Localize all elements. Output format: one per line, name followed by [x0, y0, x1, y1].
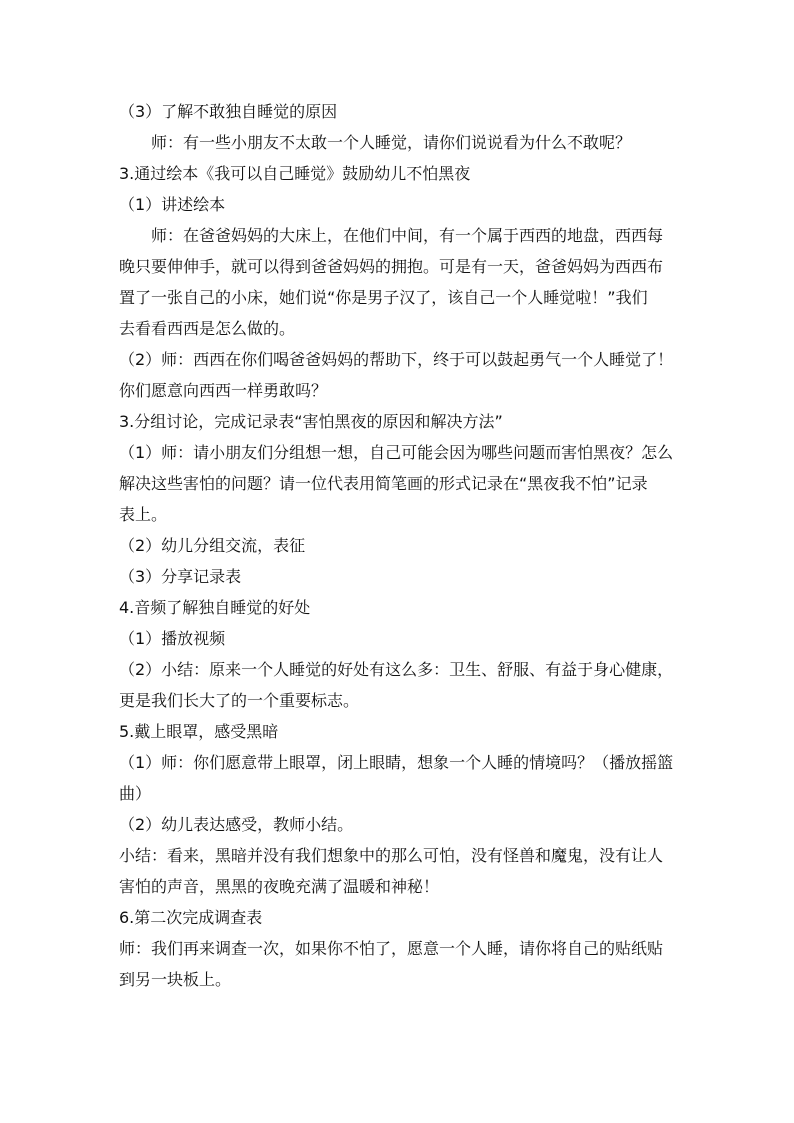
text-line: 你们愿意向西西一样勇敢吗？: [119, 381, 328, 400]
text-line: 置了一张自己的小床，她们说“你是男子汉了，该自己一个人睡觉啦！”我们: [119, 288, 648, 307]
text-line: 3.分组讨论，完成记录表“害怕黑夜的原因和解决方法”: [119, 412, 503, 431]
text-line: 更是我们长大了的一个重要标志。: [119, 691, 360, 710]
text-line: 解决这些害怕的问题？请一位代表用简笔画的形式记录在“黑夜我不怕”记录: [119, 474, 648, 493]
text-line: 师：有一些小朋友不太敢一个人睡觉，请你们说说看为什么不敢呢？: [151, 133, 632, 152]
text-line: 3.通过绘本《我可以自己睡觉》鼓励幼儿不怕黑夜: [119, 164, 471, 183]
text-line: （2）幼儿表达感受，教师小结。: [119, 815, 354, 834]
text-line: 到另一块板上。: [119, 970, 232, 989]
text-line: （1）讲述绘本: [119, 195, 226, 214]
text-line: （3）分享记录表: [119, 567, 242, 586]
text-line: （3）了解不敢独自睡觉的原因: [119, 102, 338, 121]
text-line: 曲）: [119, 784, 152, 803]
text-line: 师：我们再来调查一次，如果你不怕了，愿意一个人睡，请你将自己的贴纸贴: [119, 939, 664, 958]
text-line: 表上。: [119, 505, 168, 524]
text-line: （2）小结：原来一个人睡觉的好处有这么多：卫生、舒服、有益于身心健康，: [119, 660, 674, 679]
text-line: （2）幼儿分组交流，表征: [119, 536, 306, 555]
text-line: 害怕的声音，黑黑的夜晚充满了温暖和神秘！: [119, 877, 440, 896]
text-line: 晚只要伸伸手，就可以得到爸爸妈妈的拥抱。可是有一天，爸爸妈妈为西西布: [119, 257, 664, 276]
text-line: 5.戴上眼罩，感受黑暗: [119, 722, 279, 741]
text-line: 6.第二次完成调查表: [119, 908, 263, 927]
text-line: （1）师：你们愿意带上眼罩，闭上眼睛，想象一个人睡的情境吗？（播放摇篮: [119, 753, 674, 772]
text-line: 小结：看来，黑暗并没有我们想象中的那么可怕，没有怪兽和魔鬼，没有让人: [119, 846, 664, 865]
text-line: 4.音频了解独自睡觉的好处: [119, 598, 311, 617]
text-line: 去看看西西是怎么做的。: [119, 319, 296, 338]
text-line: （1）师：请小朋友们分组想一想，自己可能会因为哪些问题而害怕黑夜？怎么: [119, 443, 674, 462]
text-line: （1）播放视频: [119, 629, 226, 648]
text-line: （2）师：西西在你们喝爸爸妈妈的帮助下，终于可以鼓起勇气一个人睡觉了！: [119, 350, 674, 369]
document-body: [119, 96, 679, 995]
text-line: 师：在爸爸妈妈的大床上，在他们中间，有一个属于西西的地盘，西西每: [151, 226, 664, 245]
